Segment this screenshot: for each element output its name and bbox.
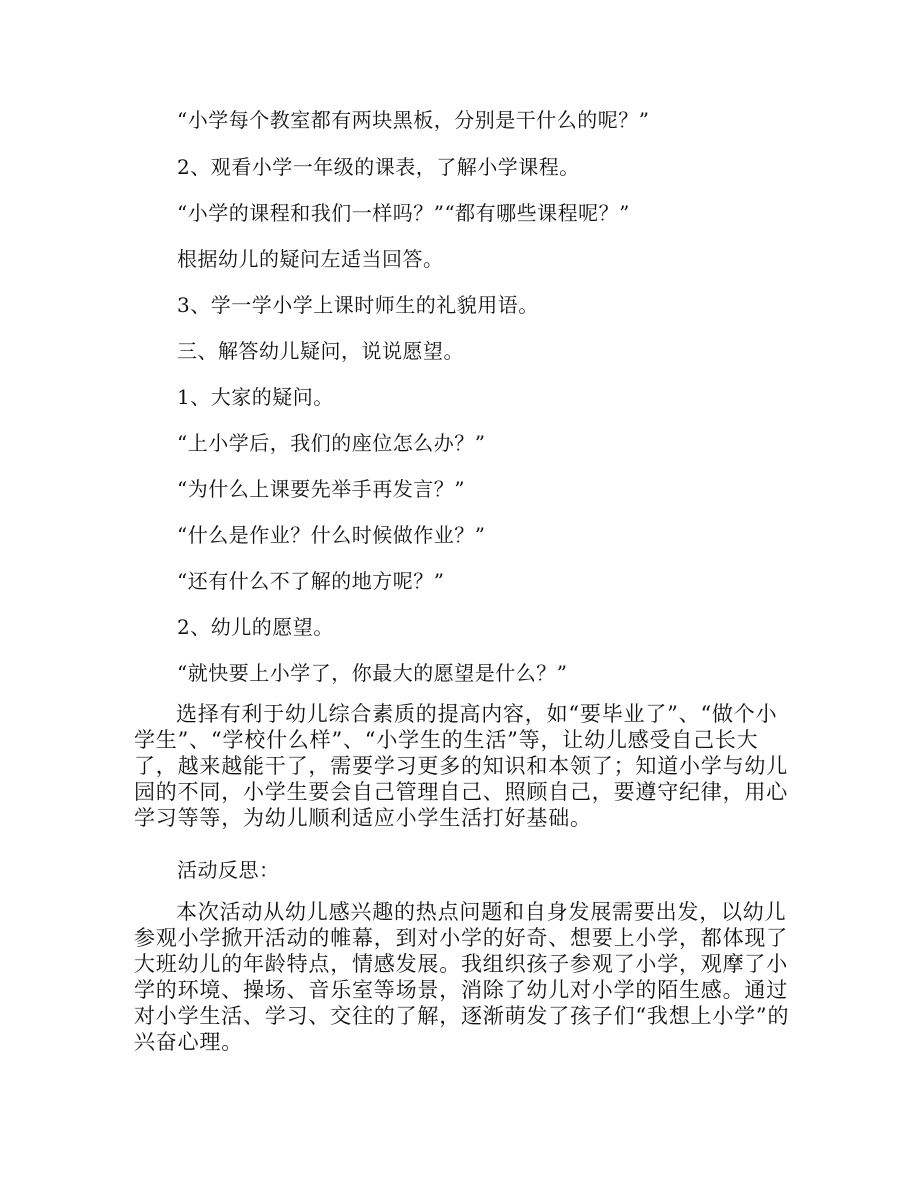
question-raise-hand: “为什么上课要先举手再发言？”: [177, 477, 465, 501]
step-2-wishes: 2、幼儿的愿望。: [177, 615, 334, 639]
question-courses: “小学的课程和我们一样吗？”“都有哪些课程呢？”: [177, 201, 630, 225]
step-3-etiquette: 3、学一学小学上课时师生的礼貌用语。: [177, 293, 539, 317]
question-homework: “什么是作业？什么时候做作业？”: [177, 523, 486, 547]
question-blackboards: “小学每个教室都有两块黑板，分别是干什么的呢？”: [177, 108, 650, 132]
reflection-paragraph: 本次活动从幼儿感兴趣的热点问题和自身发展需要出发，以幼儿参观小学掀开活动的帷幕，到对小学的好奇、想要上小学，都体现了大班幼儿的年龄特点，情感发展。我组织孩子参观了小学，观摩了小学的环境、操场、音乐室等场景，消除了幼儿对小学的陌生感。通过对小学生活、学习、交往的了解，逐渐萌发了孩子们“我想上小学”的兴奋心理。: [134, 900, 790, 1054]
reflection-heading: 活动反思：: [177, 858, 280, 882]
question-unknown: “还有什么不了解的地方呢？”: [177, 569, 445, 593]
question-seats: “上小学后，我们的座位怎么办？”: [177, 431, 486, 455]
question-wish: “就快要上小学了，你最大的愿望是什么？”: [177, 661, 568, 685]
step-2-timetable: 2、观看小学一年级的课表，了解小学课程。: [177, 155, 580, 179]
answer-note: 根据幼儿的疑问左适当回答。: [177, 247, 444, 271]
summary-paragraph: 选择有利于幼儿综合素质的提高内容，如“要毕业了”、“做个小学生”、“学校什么样”、“小学生的生活”等，让幼儿感受自己长大了，越来越能干了，需要学习更多的知识和本领了；知道小学与幼儿园的不同，小学生要会自己管理自己、照顾自己，要遵守纪律，用心学习等等，为幼儿顺利适应小学生活打好基础。: [134, 702, 788, 830]
step-1-questions: 1、大家的疑问。: [177, 385, 334, 409]
section-3-heading: 三、解答幼儿疑问，说说愿望。: [177, 339, 464, 363]
